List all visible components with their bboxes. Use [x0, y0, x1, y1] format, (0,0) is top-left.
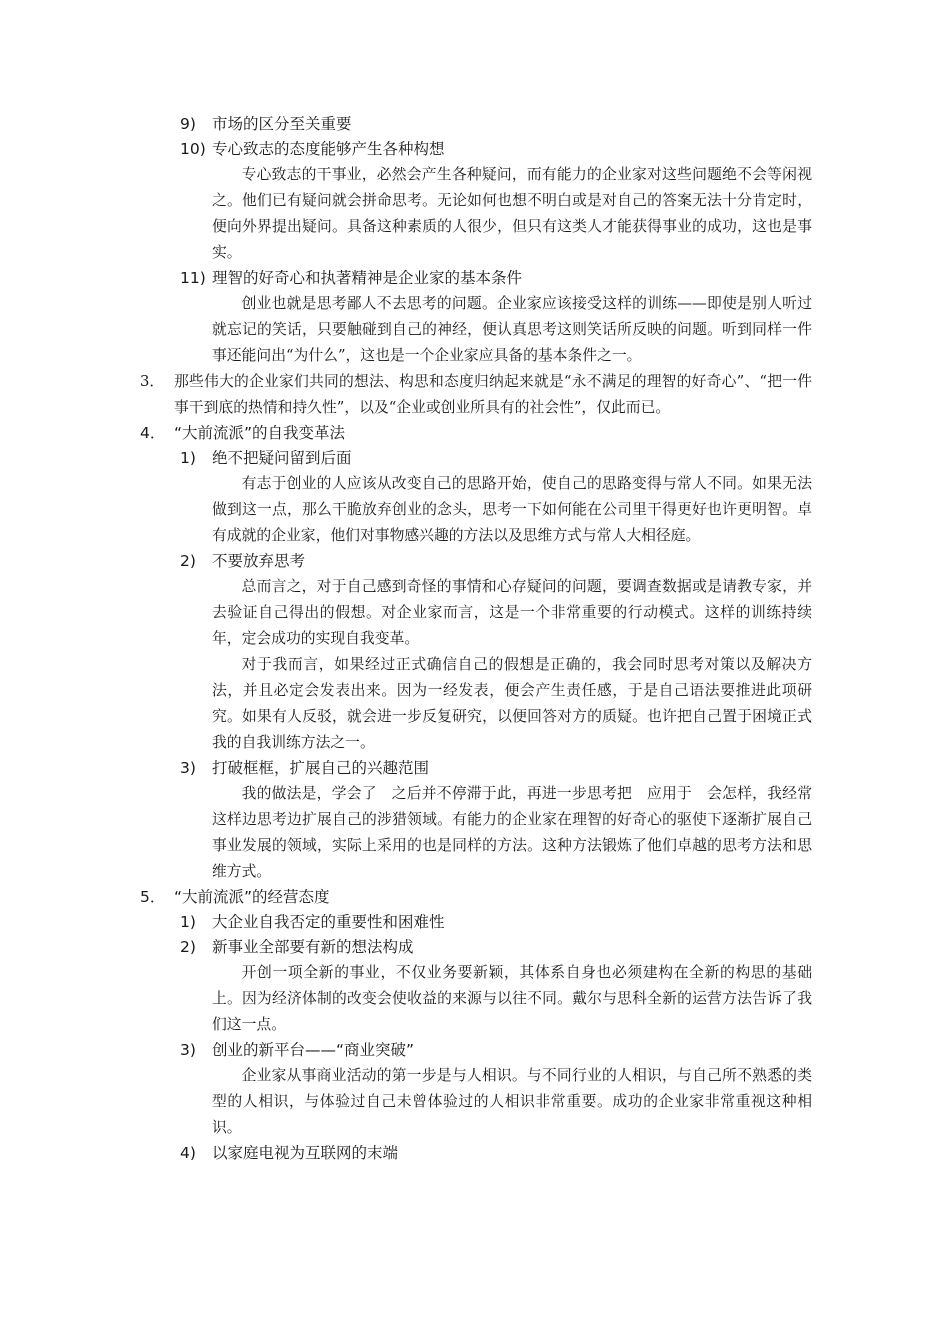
section-heading: “大前流派”的经营态度: [174, 888, 330, 906]
list-item: [140, 266, 812, 291]
paragraph: 创业也就是思考鄙人不去思考的问题。企业家应该接受这样的训练——即使是别人听过就忘记的笑话，只要触碰到自己的神经，便认真思考这则笑话所反映的问题。听到同样一件事还能问出“为什么”，这也是一个企业家应具备的基本条件之一。: [212, 295, 812, 364]
paragraph: 开创一项全新的事业，不仅业务要新颖，其体系自身也必须建构在全新的构思的基础上。因为经济体制的改变会使收益的来源与以往不同。戴尔与思科全新的运营方法告诉了我们这一点。: [212, 964, 812, 1033]
list-item: [140, 112, 812, 137]
list-item: [140, 421, 812, 446]
item-heading: 绝不把疑问留到后面: [212, 449, 352, 467]
item-number: 3．: [140, 373, 165, 390]
list-item: [140, 369, 812, 421]
list-item: [140, 1141, 812, 1166]
list-item: [140, 756, 812, 781]
item-heading: 不要放弃思考: [212, 552, 306, 570]
item-heading: 理智的好奇心和执著精神是企业家的基本条件: [212, 269, 523, 287]
paragraph: 有志于创业的人应该从改变自己的思路开始，使自己的思路变得与常人不同。如果无法做到这一点，那么干脆放弃创业的念头，思考一下如何能在公司里干得更好也许更明智。卓有成就的企业家，他们对事物感兴趣的方法以及思维方式与常人大相径庭。: [212, 475, 812, 544]
item-number: 3): [180, 759, 196, 777]
list-item: [140, 935, 812, 960]
paragraph: 专心致志的干事业，必然会产生各种疑问，而有能力的企业家对这些问题绝不会等闲视之。他们已有疑问就会拼命思考。无论如何也想不明白或是对自己的答案无法十分肯定时，便向外界提出疑问。具备这种素质的人很少，但只有这类人才能获得事业的成功，这也是事实。: [212, 166, 812, 261]
item-heading: 以家庭电视为互联网的末端: [212, 1144, 399, 1162]
item-number: 2): [180, 938, 196, 956]
item-heading: 大企业自我否定的重要性和困难性: [212, 913, 445, 931]
item-number: 5．: [140, 888, 166, 906]
list-item: [140, 446, 812, 471]
list-item: [140, 885, 812, 910]
item-heading: 专心致志的态度能够产生各种构想: [212, 140, 445, 158]
document-content: [140, 112, 827, 1166]
list-item: [140, 1038, 812, 1063]
list-item: [140, 549, 812, 574]
item-number: 2): [180, 552, 196, 570]
paragraph: 那些伟大的企业家们共同的想法、构思和态度归纳起来就是“永不满足的理智的好奇心”、“把一件事干到底的热情和持久性”，以及“企业或创业所具有的社会性”，仅此而已。: [174, 373, 812, 416]
item-number: 10): [180, 140, 206, 158]
item-number: 4．: [140, 424, 166, 442]
list-item: [140, 137, 812, 162]
item-heading: 市场的区分至关重要: [212, 115, 352, 133]
paragraph: 企业家从事商业活动的第一步是与人相识。与不同行业的人相识，与自己所不熟悉的类型的人相识，与体验过自己未曾体验过的人相识非常重要。成功的企业家非常重视这种相识。: [212, 1067, 812, 1136]
item-number: 3): [180, 1041, 196, 1059]
item-number: 1): [180, 913, 196, 931]
section-heading: “大前流派”的自我变革法: [174, 424, 346, 442]
item-heading: 打破框框，扩展自己的兴趣范围: [212, 759, 430, 777]
item-number: 9): [180, 115, 196, 133]
paragraph: 总而言之，对于自己感到奇怪的事情和心存疑问的问题，要调查数据或是请教专家，并去验证自己得出的假想。对企业家而言，这是一个非常重要的行动模式。这样的训练持续 年，定会成功的实现自我变革。: [212, 578, 827, 647]
item-number: 11): [180, 269, 206, 287]
paragraph: 对于我而言，如果经过正式确信自己的假想是正确的，我会同时思考对策以及解决方法，并且必定会发表出来。因为一经发表，便会产生责任感，于是自己语法要推进此项研究。如果有人反驳，就会进一步反复研究，以便回答对方的质疑。也许把自己置于困境正式我的自我训练方法之一。: [212, 656, 812, 751]
item-heading: 新事业全部要有新的想法构成: [212, 938, 414, 956]
item-number: 1): [180, 449, 196, 467]
paragraph: 我的做法是，学会了 之后并不停滞于此，再进一步思考把 应用于 会怎样，我经常这样边思考边扩展自己的涉猎领域。有能力的企业家在理智的好奇心的驱使下逐渐扩展自己事业发展的领域，实际上采用的也是同样的方法。这种方法锻炼了他们卓越的思考方法和思维方式。: [212, 785, 812, 880]
item-number: 4): [180, 1144, 196, 1162]
item-heading: 创业的新平台——“商业突破”: [212, 1041, 415, 1059]
list-item: [140, 910, 812, 935]
